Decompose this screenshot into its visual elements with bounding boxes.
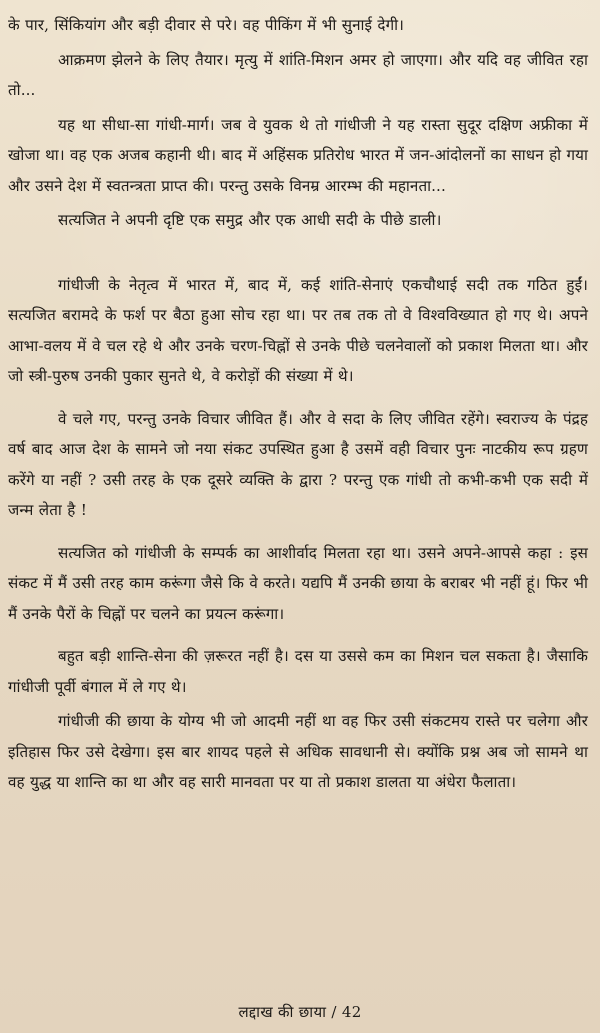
page-footer: लद्दाख की छाया / 42 (238, 1003, 362, 1021)
paragraph-6: वे चले गए, परन्तु उनके विचार जीवित हैं। और वे सदा के लिए जीवित रहेंगे। स्वराज्य के पंद्रह वर्ष बाद आज देश के सामने जो नया संकट उपस्थित हुआ है उसमें वही विचार पुनः नाटकीय रूप ग्रहण करेंगे या नहीं ? उसी तरह के एक दूसरे व्यक्ति के द्वारा ? परन्तु एक गांधी तो कभी-कभी एक सदी में जन्म लेता है ! (8, 409, 588, 519)
paragraph-4: सत्यजित ने अपनी दृष्टि एक समुद्र और एक आधी सदी के पीछे डाली। (58, 211, 442, 229)
paragraph-3: यह था सीधा-सा गांधी-मार्ग। जब वे युवक थे तो गांधीजी ने यह रास्ता सुदूर दक्षिण अफ्रीका में खोजा था। वह एक अजब कहानी थी। बाद में अहिंसक प्रतिरोध भारत में जन-आंदोलनों का साधन हो गया और उसने देश में स्वतन्त्रता प्राप्त की। परन्तु उसके विनम्र आरम्भ की महानता... (8, 115, 588, 195)
paragraph-9: गांधीजी की छाया के योग्य भी जो आदमी नहीं था वह फिर उसी संकटमय रास्ते पर चलेगा और इतिहास फिर उसे देखेगा। इस बार शायद पहले से अधिक सावधानी से। क्योंकि प्रश्न अब जो सामने था वह युद्ध या शान्ति का था और वह सारी मानवता पर या तो प्रकाश डालता या अंधेरा फैलाता। (8, 712, 588, 791)
main-text (8, 10, 588, 798)
paragraph-2: आक्रमण झेलने के लिए तैयार। मृत्यु में शांति-मिशन अमर हो जाएगा। और यदि वह जीवित रहा तो... (8, 50, 588, 99)
paragraph-5: गांधीजी के नेतृत्व में भारत में, बाद में, कई शांति-सेनाएं एकचौथाई सदी तक गठित हुईं। सत्यजित बरामदे के फर्श पर बैठा हुआ सोच रहा था। पर तब तक तो वे विश्वविख्यात हो गए थे। अपने आभा-वलय में वे चल रहे थे और उनके चरण-चिह्नों से उनके पीछे चलनेवालों को प्रकाश मिलता था। और जो स्त्री-पुरुष उनकी पुकार सुनते थे, वे करोड़ों की संख्या में थे। (8, 275, 588, 385)
paragraph-8: बहुत बड़ी शान्ति-सेना की ज़रूरत नहीं है। दस या उससे कम का मिशन चल सकता है। जैसाकि गांधीजी पूर्वी बंगाल में ले गए थे। (8, 647, 588, 696)
paragraph-7: सत्यजित को गांधीजी के सम्पर्क का आशीर्वाद मिलता रहा था। उसने अपने-आपसे कहा : इस संकट में मैं उसी तरह काम करूंगा जैसे कि वे करते। यद्यपि मैं उनकी छाया के बराबर भी नहीं हूं। फिर भी मैं उनके पैरों के चिह्नों पर चलने का प्रयत्न करूंगा। (8, 543, 588, 623)
paragraph-1: के पार, सिंकियांग और बड़ी दीवार से परे। वह पीकिंग में भी सुनाई देगी। (8, 16, 405, 34)
